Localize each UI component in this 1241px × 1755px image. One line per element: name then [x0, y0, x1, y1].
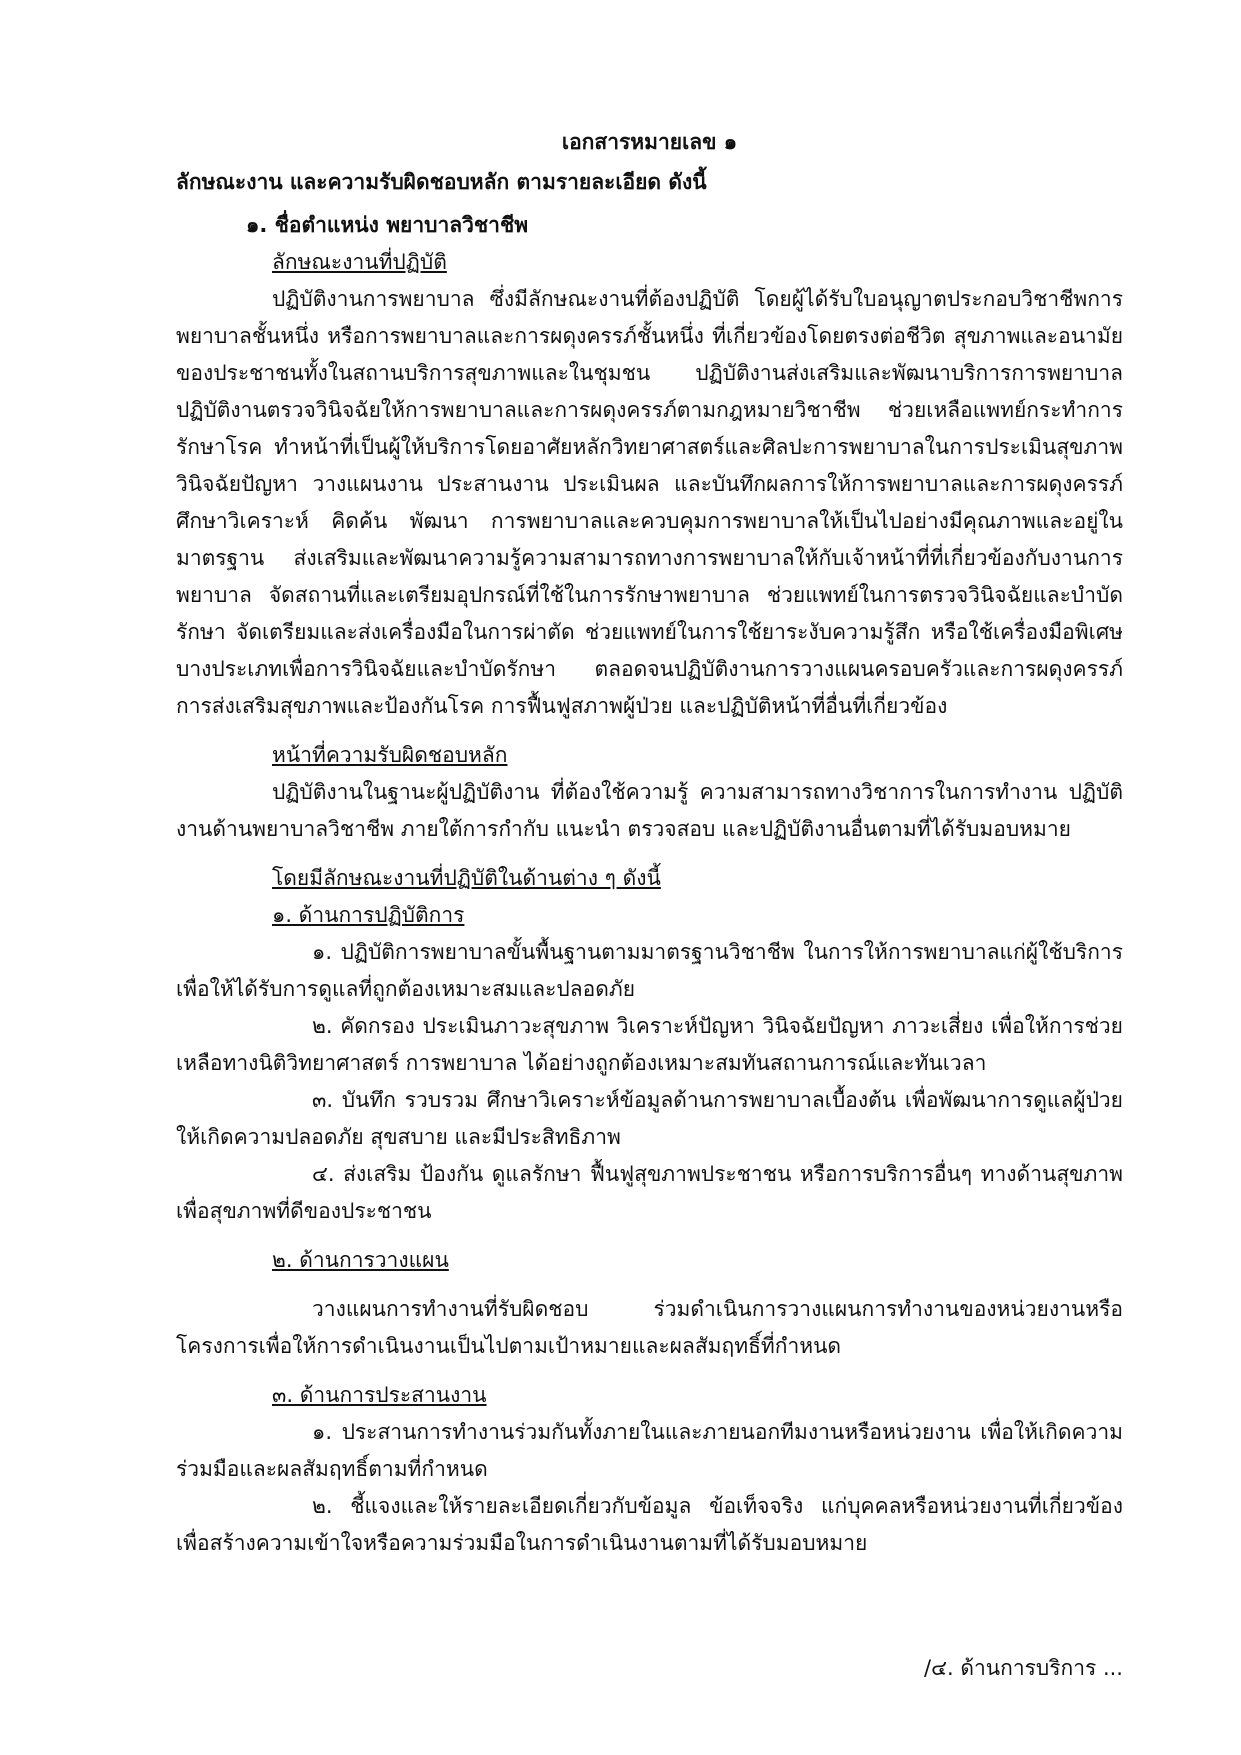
operations-item-1: ๑. ปฏิบัติการพยาบาลขั้นพื้นฐานตามมาตรฐานวิชาชีพ ในการให้การพยาบาลแก่ผู้ใช้บริการเพื่อให้ได้รับการดูแลที่ถูกต้องเหมาะสมและปลอดภัย: [176, 940, 1123, 1001]
section-coordination-title: ๓. ด้านการประสานงาน: [272, 1383, 487, 1407]
job-nature-text: ปฏิบัติงานการพยาบาล ซึ่งมีลักษณะงานที่ต้องปฏิบัติ โดยผู้ได้รับใบอนุญาตประกอบวิชาชีพการพยาบาลชั้นหนึ่ง หรือการพยาบาลและการผดุงครรภ์ชั้นหนึ่ง ที่เกี่ยวข้องโดยตรงต่อชีวิต สุขภาพและอนามัยของประชาชนทั้งในสถานบริการสุขภาพและในชุมชน ปฏิบัติงานส่งเสริมและพัฒนาบริการการพยาบาล ปฏิบัติงานตรวจวินิจฉัยให้การพยาบาลและการผดุงครรภ์ตามกฎหมายวิชาชีพ ช่วยเหลือแพทย์กระทำการรักษาโรค ทำหน้าที่เป็นผู้ให้บริการโดยอาศัยหลักวิทยาศาสตร์และศิลปะการพยาบาลในการประเมินสุขภาพ วินิจฉัยปัญหา วางแผนงาน ประสานงาน ประเมินผล และบันทึกผลการให้การพยาบาลและการผดุงครรภ์ ศึกษาวิเคราะห์ คิดค้น พัฒนา การพยาบาลและควบคุมการพยาบาลให้เป็นไปอย่างมีคุณภาพและอยู่ในมาตรฐาน ส่งเสริมและพัฒนาความรู้ความสามารถทางการพยาบาลให้กับเจ้าหน้าที่ที่เกี่ยวข้องกับงานการพยาบาล จัดสถานที่และเตรียมอุปกรณ์ที่ใช้ในการรักษาพยาบาล ช่วยแพทย์ในการตรวจวินิจฉัยและบำบัดรักษา จัดเตรียมและส่งเครื่องมือในการผ่าตัด ช่วยแพทย์ในการใช้ยาระงับความรู้สึก หรือใช้เครื่องมือพิเศษบางประเภทเพื่อการวินิจฉัยและบำบัดรักษา ตลอดจนปฏิบัติงานการวางแผนครอบครัวและการผดุงครรภ์ การส่งเสริมสุขภาพและป้องกันโรค การฟื้นฟูสภาพผู้ป่วย และปฏิบัติหน้าที่อื่นที่เกี่ยวข้อง: [176, 287, 1123, 718]
operations-item-2: ๒. คัดกรอง ประเมินภาวะสุขภาพ วิเคราะห์ปัญหา วินิจฉัยปัญหา ภาวะเสี่ยง เพื่อให้การช่วยเหลือทางนิติวิทยาศาสตร์ การพยาบาล ได้อย่างถูกต้องเหมาะสมทันสถานการณ์และทันเวลา: [176, 1014, 1123, 1075]
planning-item-1: วางแผนการทำงานที่รับผิดชอบ ร่วมดำเนินการวางแผนการทำงานของหน่วยงานหรือโครงการเพื่อให้การดำเนินงานเป็นไปตามเป้าหมายและผลสัมฤทธิ์ที่กำหนด: [176, 1297, 1123, 1358]
section-operations-title: ๑. ด้านการปฏิบัติการ: [272, 903, 465, 927]
position-title: ๑. ชื่อตำแหน่ง พยาบาลวิชาชีพ: [246, 213, 529, 237]
document-page: [176, 124, 1123, 1562]
main-duties-heading: หน้าที่ความรับผิดชอบหลัก: [272, 743, 508, 767]
main-heading: ลักษณะงาน และความรับผิดชอบหลัก ตามรายละเอียด ดังนี้: [176, 170, 707, 194]
coordination-item-1: ๑. ประสานการทำงานร่วมกันทั้งภายในและภายนอกทีมงานหรือหน่วยงาน เพื่อให้เกิดความร่วมมือและผลสัมฤทธิ์ตามที่กำหนด: [176, 1420, 1123, 1481]
next-page-note: /๔. ด้านการบริการ ...: [924, 1656, 1123, 1680]
operations-item-3: ๓. บันทึก รวบรวม ศึกษาวิเคราะห์ข้อมูลด้านการพยาบาลเบื้องต้น เพื่อพัฒนาการดูแลผู้ป่วยให้เกิดความปลอดภัย สุขสบาย และมีประสิทธิภาพ: [176, 1088, 1123, 1149]
job-nature-heading: ลักษณะงานที่ปฏิบัติ: [272, 250, 447, 274]
document-title: เอกสารหมายเลข ๑: [561, 130, 738, 154]
coordination-item-2: ๒. ชี้แจงและให้รายละเอียดเกี่ยวกับข้อมูล ข้อเท็จจริง แก่บุคคลหรือหน่วยงานที่เกี่ยวข้องเพื่อสร้างความเข้าใจหรือความร่วมมือในการดำเนินงานตามที่ได้รับมอบหมาย: [176, 1494, 1123, 1555]
section-planning-title: ๒. ด้านการวางแผน: [272, 1248, 449, 1272]
areas-intro: โดยมีลักษณะงานที่ปฏิบัติในด้านต่าง ๆ ดังนี้: [272, 866, 661, 890]
main-duties-text: ปฏิบัติงานในฐานะผู้ปฏิบัติงาน ที่ต้องใช้ความรู้ ความสามารถทางวิชาการในการทำงาน ปฏิบัติงานด้านพยาบาลวิชาชีพ ภายใต้การกำกับ แนะนำ ตรวจสอบ และปฏิบัติงานอื่นตามที่ได้รับมอบหมาย: [176, 780, 1123, 841]
operations-item-4: ๔. ส่งเสริม ป้องกัน ดูแลรักษา ฟื้นฟูสุขภาพประชาชน หรือการบริการอื่นๆ ทางด้านสุขภาพเพื่อสุขภาพที่ดีของประชาชน: [176, 1162, 1123, 1223]
